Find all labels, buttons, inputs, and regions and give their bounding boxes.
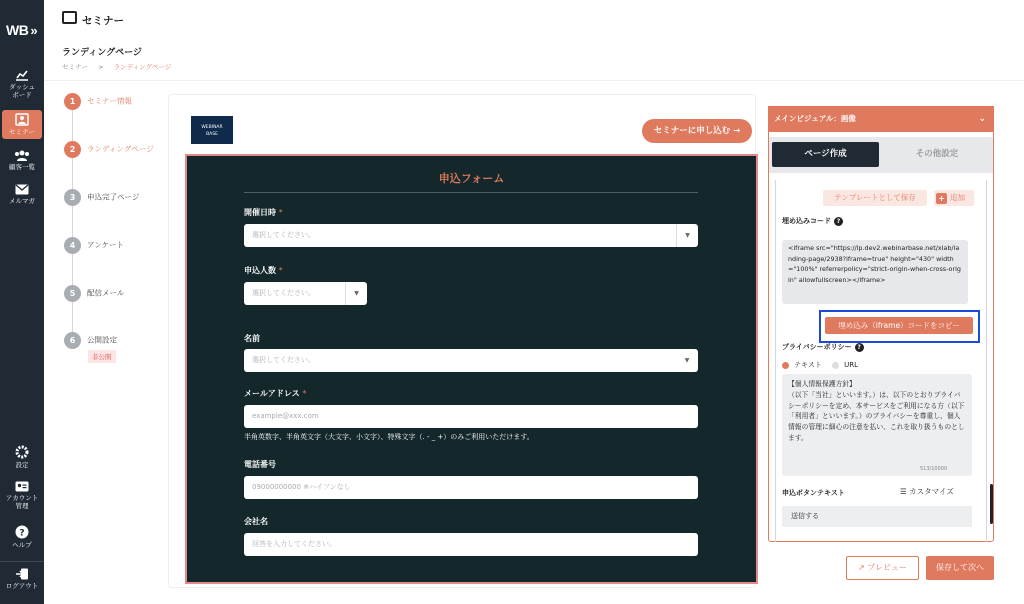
breadcrumb-root[interactable]: セミナー [62,63,88,71]
step-number: 5 [64,285,81,302]
chevron-down-icon: ▼ [345,282,367,305]
step-connector [72,158,73,190]
add-button[interactable]: + 追加 [934,190,974,206]
radio-url[interactable]: URL [832,361,858,369]
panel-header-label: メインビジュアル：画像 [774,114,856,123]
step-landing-page[interactable] [64,141,154,158]
step-number: 6 [64,332,81,349]
customize-button[interactable]: ☰ カスタマイズ [900,487,954,496]
users-icon [14,150,30,161]
app-logo[interactable]: WB » [6,22,38,38]
save-next-button[interactable]: 保存して次へ [926,556,994,580]
expand-icon[interactable]: » [30,23,38,38]
privacy-policy-textarea[interactable]: 【個人情報保護方針】 （以下「当社」といいます。）は、以下のとおりプライバシーポリシーを定め、本サービスをご利用になる方（以下「利用者」といいます。）のプライバシーを尊重し、個人情報の管理に細心の注意を払い、これを取り扱うものとします。 [782,374,972,476]
apply-seminar-button[interactable]: セミナーに申し込む → [642,119,752,143]
preview-button[interactable]: ↗ プレビュー [846,556,919,580]
chevron-down-icon: ▼ [676,224,698,247]
header-divider [44,80,1024,81]
step-label: セミナー情報 [87,96,132,106]
count-select[interactable]: 選択してください。 ▼ [244,282,367,305]
field-label-datetime: 開催日時 * [244,208,283,217]
plus-icon: + [936,193,947,204]
email-field[interactable]: example@xxx.com [244,405,698,428]
step-connector [72,254,73,286]
submit-text-field[interactable]: 送信する [782,506,972,527]
chevron-down-icon: ⌄ [978,114,986,124]
help-icon [15,525,29,539]
step-number: 4 [64,237,81,254]
external-link-icon: ↗ [858,563,865,572]
sidebar-divider [0,561,44,562]
company-field[interactable]: 回答を入力してください。 [244,533,698,556]
breadcrumb-separator: > [98,63,104,71]
nav-dashboard-label: ダッシュ ボード [9,83,35,99]
step-label: 公開設定 [87,335,117,345]
name-select[interactable]: 選択してください。 ▼ [244,349,698,372]
step-label: アンケート [87,240,125,250]
help-icon[interactable]: ? [834,217,843,226]
step-survey[interactable] [64,237,124,254]
embed-code-textarea[interactable]: <iframe src="https://lp.dev2.webinarbase.net/xlab/landing-page/2938?iframe=true" height="430" width="100%" referrerpolicy="strict-origin-when-cross-origin" allowfullscreen></iframe> [782,240,968,304]
char-counter: 513/10000 [920,466,948,472]
brand-logo [191,116,233,144]
nav-dashboard[interactable] [2,68,42,99]
brand-logo-top: WEBINAR [201,125,223,130]
seminar-icon [15,113,29,126]
nav-account-label: アカウント 管理 [5,494,39,510]
step-label: 申込完了ページ [87,192,140,202]
logout-icon [15,568,29,580]
breadcrumb [62,62,171,71]
datetime-select[interactable]: 選択してください。 ▼ [244,224,698,247]
privacy-type-radio [782,360,858,370]
form-title: 申込フォーム [438,172,505,185]
radio-selected-icon [782,362,789,369]
tab-other-settings[interactable]: その他設定 [915,149,959,159]
page-title: ランディングページ [62,48,142,58]
step-label: ランディングページ [87,144,154,154]
form-divider [244,192,698,193]
radio-unselected-icon [832,362,839,369]
nav-customers-label: 顧客一覧 [9,163,35,171]
tab-page-create[interactable]: ページ作成 [772,142,879,167]
step-number: 1 [64,93,81,110]
nav-mailmag[interactable] [2,184,42,205]
account-icon [15,481,29,492]
panel-scrollbar[interactable] [990,484,993,524]
mail-icon [15,184,29,195]
chevron-down-icon: ▼ [684,357,690,364]
step-publish[interactable] [64,332,117,349]
radio-text[interactable]: テキスト [782,361,822,369]
privacy-label: プライバシーポリシー ? [782,342,864,352]
phone-field[interactable]: 09000000000 ※ハイフンなし [244,476,698,499]
nav-seminar-label: セミナー [9,128,35,136]
step-label: 配信メール [87,288,125,298]
sliders-icon: ☰ [900,487,907,496]
submit-label: 申込ボタンテキスト [782,489,845,497]
step-mail[interactable] [64,285,124,302]
nav-mailmag-label: メルマガ [9,197,35,205]
gear-icon [15,445,29,459]
seminar-header-icon [62,11,77,24]
step-connector [72,206,73,238]
nav-help-label: ヘルプ [12,541,32,549]
nav-settings-label: 設定 [15,461,29,469]
field-label-phone: 電話番号 [244,460,276,469]
nav-help[interactable] [2,525,42,549]
field-label-count: 申込人数 * [244,266,283,275]
embed-code-label: 埋め込みコード ? [782,216,843,226]
sidebar [0,0,44,604]
step-complete-page[interactable] [64,189,139,206]
step-seminar-info[interactable] [64,93,132,110]
nav-settings[interactable] [2,445,42,469]
header-title: セミナー [82,15,124,27]
nav-customers[interactable] [2,150,42,171]
breadcrumb-current: ランディングページ [113,63,172,71]
nav-seminar[interactable] [2,110,42,139]
status-badge: 非公開 [88,350,116,363]
step-connector [72,302,73,334]
chart-icon [15,68,29,81]
step-number: 2 [64,141,81,158]
svg-text:?: ? [19,528,25,539]
copy-embed-button[interactable]: 埋め込み（iframe）コードをコピー [825,317,973,334]
help-icon[interactable]: ? [855,343,864,352]
field-label-name: 名前 [244,334,260,343]
save-template-button[interactable]: テンプレートとして保存 [823,190,927,206]
field-label-email: メールアドレス * [244,389,307,398]
nav-logout[interactable] [2,568,42,590]
field-label-company: 会社名 [244,517,268,526]
panel-header[interactable] [768,106,994,132]
step-connector [72,110,73,142]
nav-account[interactable] [2,481,42,510]
nav-logout-label: ログアウト [5,582,39,590]
step-number: 3 [64,189,81,206]
brand-logo-bottom: BASE [206,132,218,137]
email-hint: 半角英数字、半角英文字（大文字、小文字）、特殊文字（. - _ +）のみご利用いただけます。 [244,433,534,441]
